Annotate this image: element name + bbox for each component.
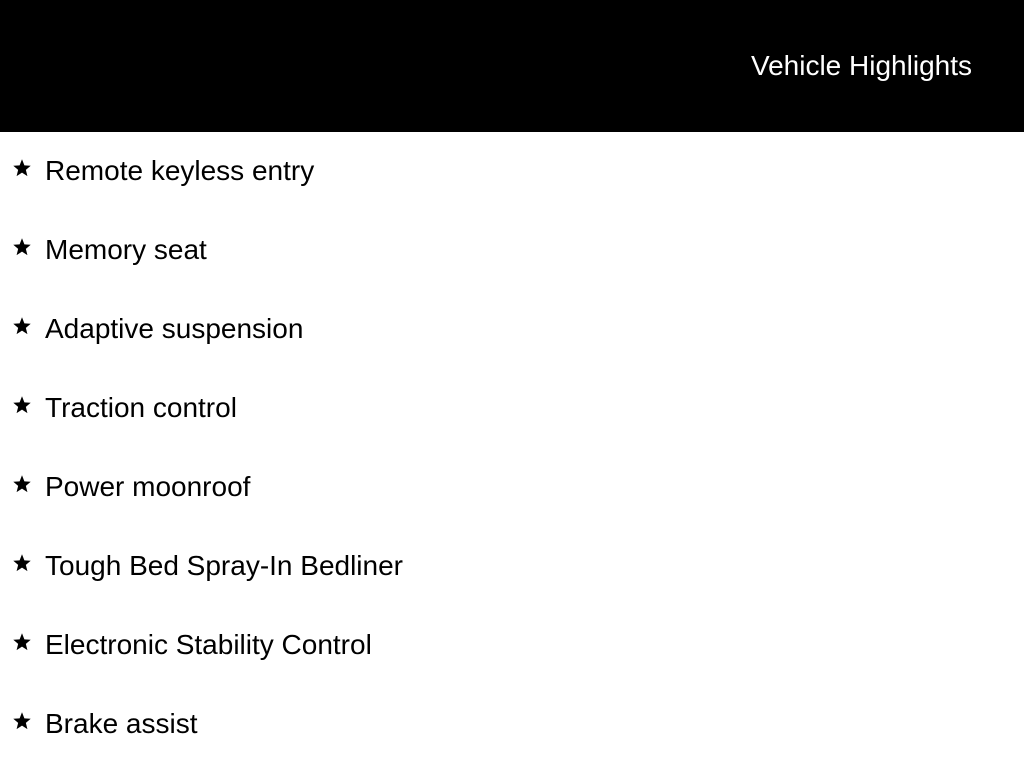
list-item-label: Tough Bed Spray-In Bedliner [45,550,403,581]
page-title: Vehicle Highlights [750,50,972,81]
star-icon [11,236,33,258]
star-icon [11,315,33,337]
star-icon [11,552,33,574]
list-item-label: Power moonroof [45,471,251,502]
list-item-label: Brake assist [45,708,198,739]
list-item-label: Electronic Stability Control [45,629,372,660]
list-item [0,527,1024,606]
star-icon [11,473,33,495]
list-item-label: Traction control [45,392,237,423]
list-item-label: Adaptive suspension [45,313,304,344]
list-item [0,369,1024,448]
star-icon [11,710,33,732]
star-icon [11,631,33,653]
list-item [0,211,1024,290]
list-item-label: Remote keyless entry [45,155,315,186]
list-item [0,290,1024,369]
list-item [0,685,1024,764]
list-item [0,448,1024,527]
header-bar [0,0,1024,132]
list-item [0,606,1024,685]
list-item [0,132,1024,211]
highlights-list [0,132,1024,764]
list-item-label: Memory seat [45,234,207,265]
star-icon [11,394,33,416]
star-icon [11,157,33,179]
